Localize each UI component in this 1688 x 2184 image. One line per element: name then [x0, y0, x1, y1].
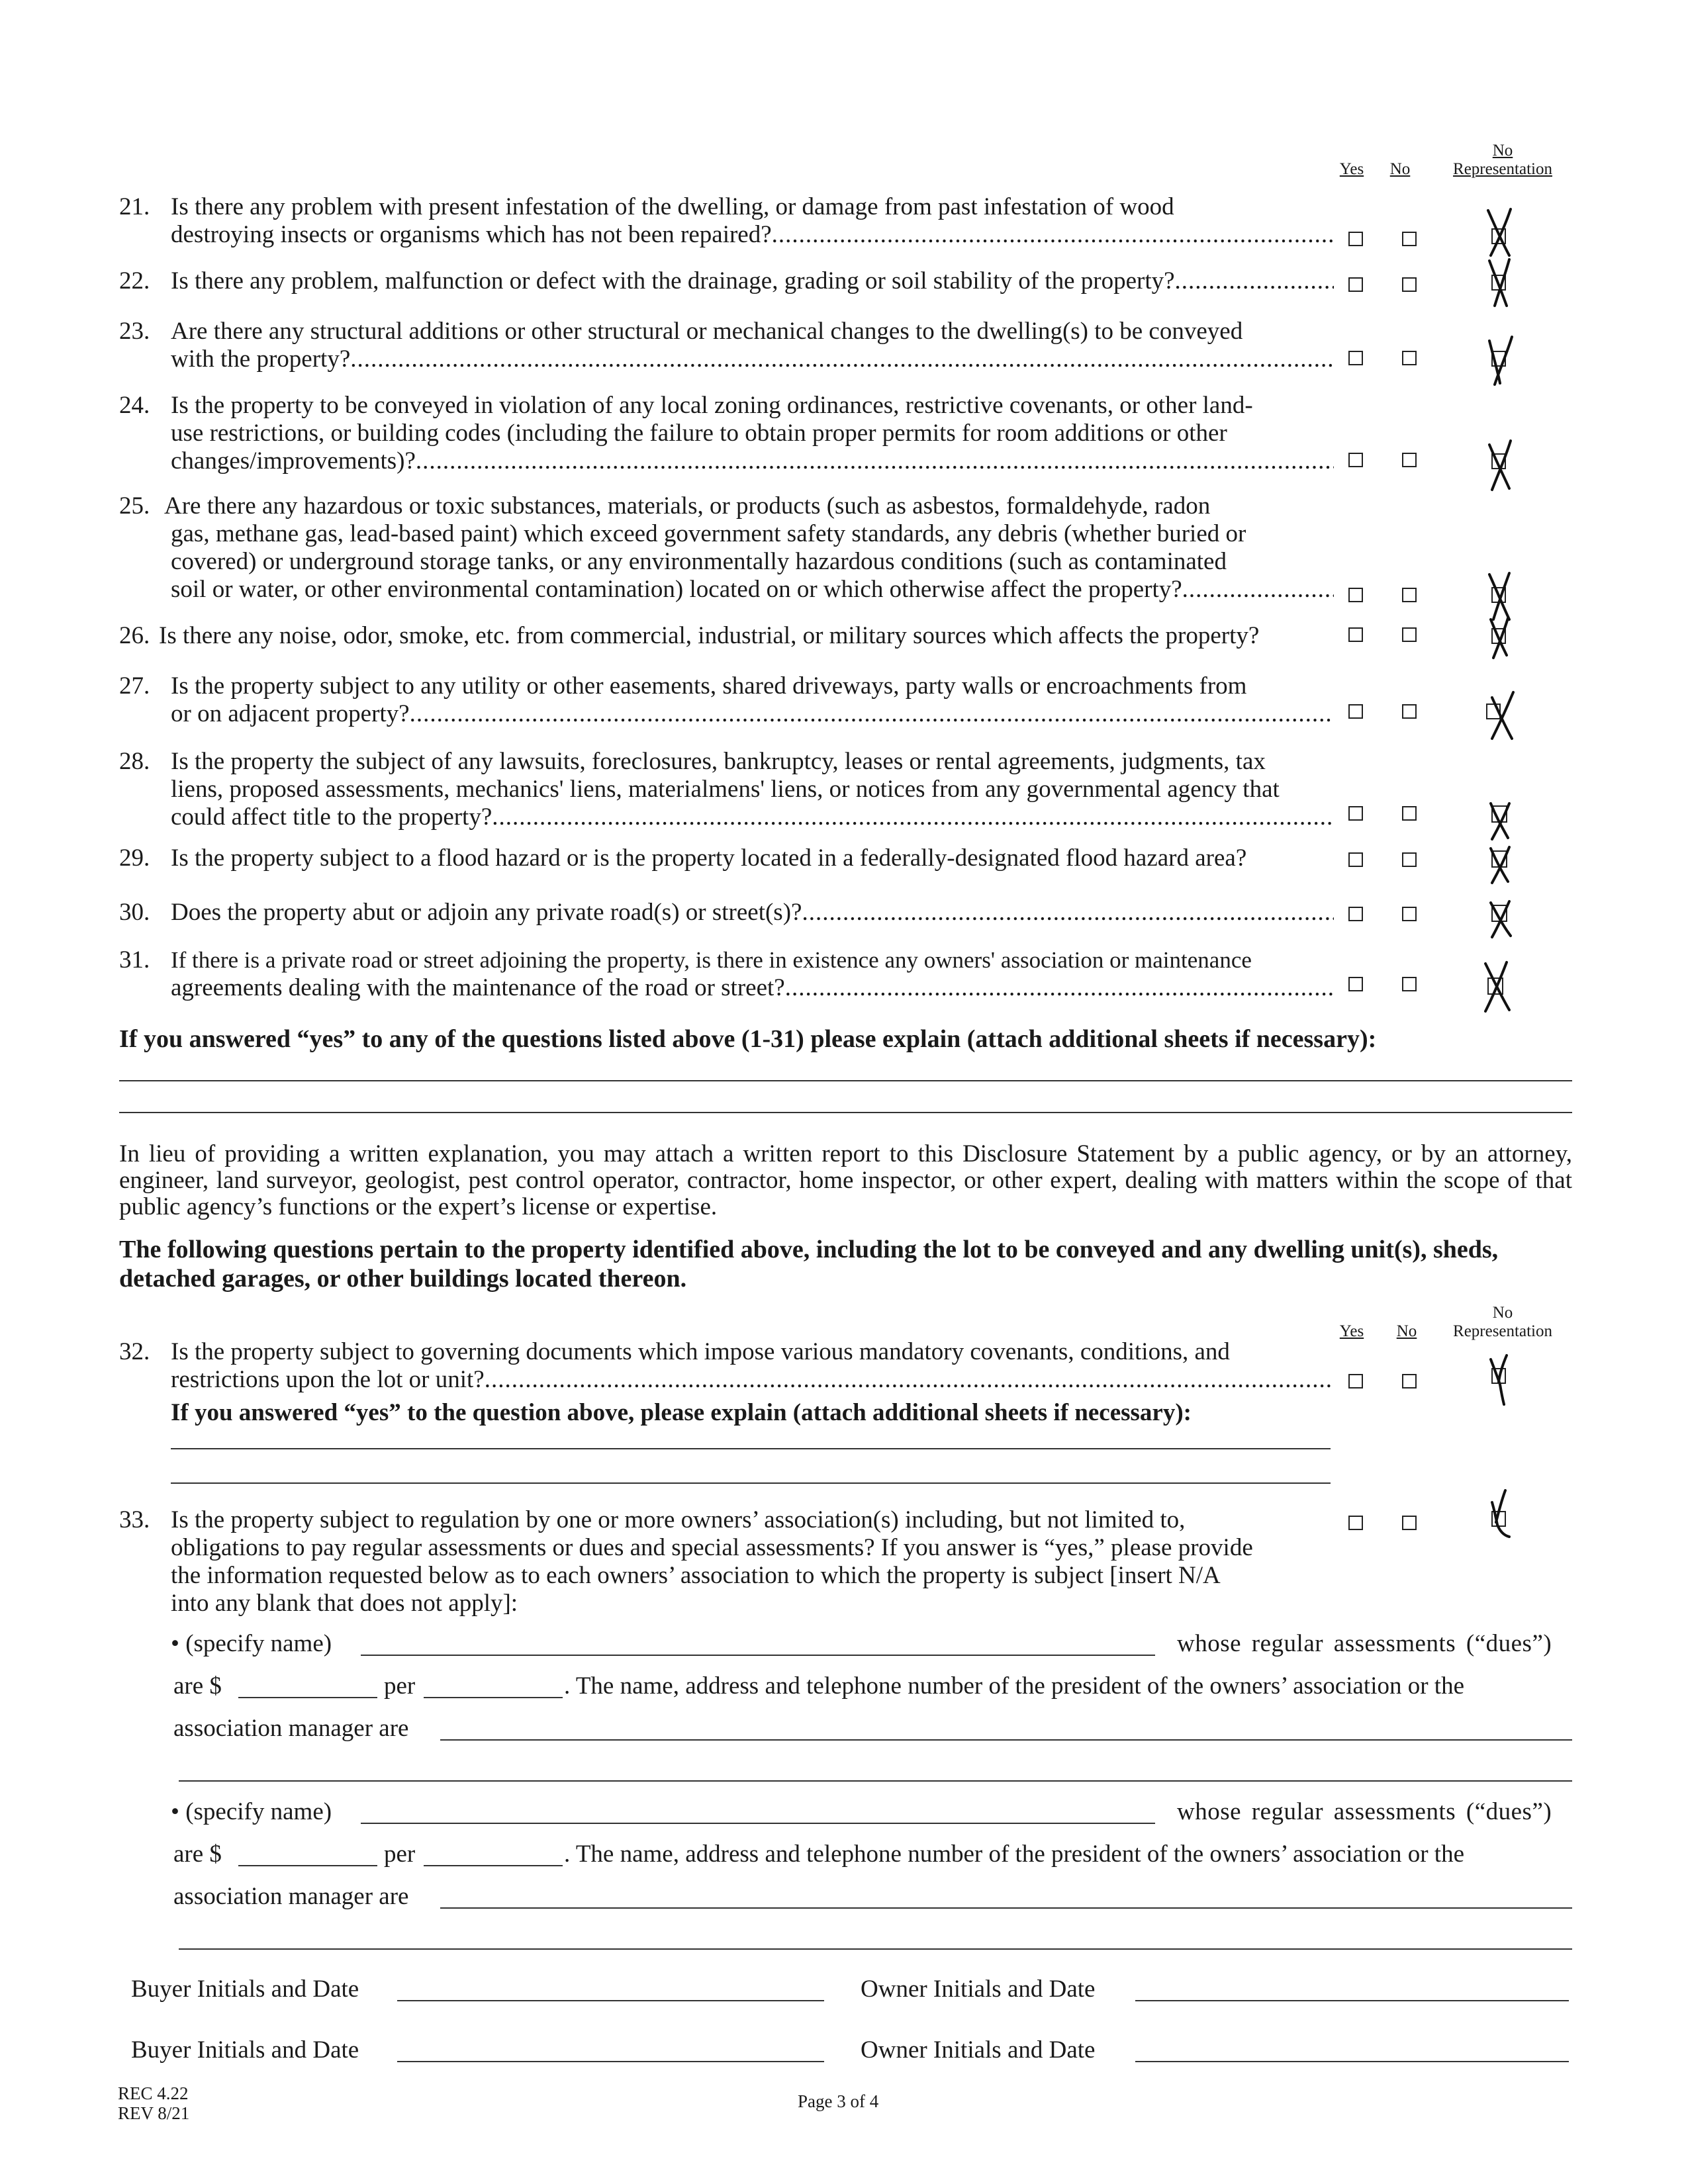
q25-no-representation-x-mark[interactable] — [1480, 569, 1520, 622]
no-header-lower: No — [1492, 1304, 1513, 1322]
q31-no-representation-x-mark[interactable] — [1476, 960, 1516, 1013]
q27-no-representation-x-mark[interactable] — [1480, 688, 1520, 741]
q31-yes-checkbox[interactable] — [1348, 977, 1363, 991]
question-29 — [119, 844, 1334, 872]
question-text-last: restrictions upon the lot or unit? — [171, 1366, 485, 1393]
form-number: REC 4.22 — [118, 2083, 189, 2103]
assoc1-manager-label: association manager are — [173, 1715, 409, 1742]
q29-no-checkbox[interactable] — [1402, 852, 1417, 867]
no-representation-header: Representation — [1453, 160, 1552, 178]
explanation-line[interactable] — [119, 1080, 1572, 1081]
q24-no-representation-x-mark[interactable] — [1480, 439, 1520, 492]
question-text-last: Is there any noise, odor, smoke, etc. from commercial, industrial, or military sources which affects the property? — [159, 622, 1260, 649]
explain-prompt-1-31: If you answered “yes” to any of the questions listed above (1-31) please explain (attach additional sheets if necessary): — [119, 1025, 1377, 1053]
q32-explain-prompt: If you answered “yes” to the question above, please explain (attach additional sheets if necessary): — [171, 1399, 1192, 1426]
assoc2-whose-label: whose regular assessments (“dues”) — [1177, 1798, 1552, 1825]
explanation-line[interactable] — [119, 1112, 1572, 1113]
owner-initials-field-2[interactable] — [1135, 2061, 1569, 2062]
q30-no-checkbox[interactable] — [1402, 907, 1417, 921]
question-32 — [119, 1338, 1334, 1427]
no-representation-header-lower: Representation — [1453, 1322, 1552, 1340]
no-column-header: No — [1389, 160, 1411, 178]
question-number: 28. — [119, 748, 150, 775]
question-text: Is the property subject to any utility or other easements, shared driveways, party walls or encroachments from — [171, 672, 1247, 700]
question-text: If there is a private road or street adjoining the property, is there in existence any owners' association or maintenance — [171, 947, 1252, 973]
assoc2-name-field[interactable] — [361, 1823, 1155, 1824]
question-text: gas, methane gas, lead-based paint) which exceed government safety standards, any debris (whether buried or — [171, 520, 1246, 547]
assoc1-name-address-label: . The name, address and telephone number of the president of the owners’ association or the — [564, 1672, 1465, 1700]
yes-column-header: Yes — [1339, 160, 1364, 178]
q28-no-representation-x-mark[interactable] — [1480, 794, 1520, 847]
q23-no-representation-x-mark[interactable] — [1480, 334, 1520, 387]
question-text: liens, proposed assessments, mechanics' liens, materialmens' liens, or notices from any governmental agency that — [171, 776, 1280, 803]
assoc2-name-address-label: . The name, address and telephone number of the president of the owners’ association or the — [564, 1841, 1465, 1868]
buyer-initials-field-1[interactable] — [397, 2000, 824, 2001]
q26-no-checkbox[interactable] — [1402, 627, 1417, 642]
q32-no-checkbox[interactable] — [1402, 1374, 1417, 1388]
question-text: Are there any structural additions or other structural or mechanical changes to the dwelling(s) to be conveyed — [171, 318, 1243, 345]
question-text: use restrictions, or building codes (including the failure to obtain proper permits for room additions or other — [171, 420, 1227, 447]
q33-yes-checkbox[interactable] — [1348, 1516, 1363, 1530]
assoc1-period-field[interactable] — [424, 1697, 563, 1698]
q31-no-checkbox[interactable] — [1402, 977, 1417, 991]
question-text-last: or on adjacent property? — [171, 700, 410, 727]
q32-yes-checkbox[interactable] — [1348, 1374, 1363, 1388]
q27-no-checkbox[interactable] — [1402, 704, 1417, 719]
question-number: 21. — [119, 193, 150, 220]
assoc1-per-label: per — [384, 1672, 416, 1700]
q29-no-representation-x-mark[interactable] — [1480, 841, 1520, 893]
revision-date: REV 8/21 — [118, 2103, 190, 2123]
q29-yes-checkbox[interactable] — [1348, 852, 1363, 867]
assoc2-specify-label: • (specify name) — [171, 1798, 332, 1825]
q25-no-checkbox[interactable] — [1402, 588, 1417, 602]
question-text-last: Does the property abut or adjoin any private road(s) or street(s)? — [171, 899, 802, 926]
q32-explanation-line[interactable] — [171, 1482, 1331, 1484]
assoc2-period-field[interactable] — [424, 1865, 563, 1866]
q24-yes-checkbox[interactable] — [1348, 453, 1363, 467]
question-text: Is there any problem with present infestation of the dwelling, or damage from past infestation of wood — [171, 193, 1174, 220]
q22-yes-checkbox[interactable] — [1348, 277, 1363, 292]
question-text: Is the property the subject of any lawsuits, foreclosures, bankruptcy, leases or rental agreements, judgments, tax — [171, 748, 1266, 775]
in-lieu-paragraph: In lieu of providing a written explanation, you may attach a written report to this Disclosure Statement by a public agency, or by an attorney, engineer, land surveyor, geologist, pest control operator, contractor, home inspector, or other expert, dealing with matters within the scope of that public agency’s functions or the expert’s license or expertise. — [119, 1140, 1572, 1220]
q33-no-checkbox[interactable] — [1402, 1516, 1417, 1530]
question-text: Is the property to be conveyed in violation of any local zoning ordinances, restrictive covenants, or other land- — [171, 392, 1253, 419]
question-number: 33. — [119, 1506, 150, 1533]
q25-yes-checkbox[interactable] — [1348, 588, 1363, 602]
following-questions-heading: The following questions pertain to the property identified above, including the lot to be conveyed and any dwelling unit(s), sheds, detached garages, or other buildings located thereon. — [119, 1236, 1499, 1293]
question-number: 30. — [119, 899, 150, 926]
assoc2-per-label: per — [384, 1841, 416, 1868]
question-text-last: could affect title to the property? — [171, 803, 492, 831]
q21-yes-checkbox[interactable] — [1348, 232, 1363, 246]
q26-no-representation-x-mark[interactable] — [1480, 615, 1520, 668]
question-text-last: agreements dealing with the maintenance of the road or street? — [171, 974, 785, 1001]
question-number: 22. — [119, 267, 150, 295]
question-number: 23. — [119, 318, 150, 345]
assoc1-whose-label: whose regular assessments (“dues”) — [1177, 1630, 1552, 1657]
q28-no-checkbox[interactable] — [1402, 806, 1417, 821]
owner-initials-label-2: Owner Initials and Date — [861, 2036, 1096, 2064]
q21-no-representation-x-mark[interactable] — [1480, 205, 1520, 258]
question-number: 32. — [119, 1338, 150, 1365]
q23-yes-checkbox[interactable] — [1348, 351, 1363, 365]
question-33 — [119, 1506, 1334, 1617]
question-25 — [119, 492, 1334, 604]
q33-no-representation-x-mark[interactable] — [1480, 1489, 1520, 1542]
question-text-last: Is there any problem, malfunction or defect with the drainage, grading or soil stability of the property? — [171, 267, 1175, 295]
assoc1-manager-field[interactable] — [440, 1739, 1572, 1741]
question-text: obligations to pay regular assessments or dues and special assessments? If you answer is “yes,” please provide — [171, 1534, 1253, 1561]
question-text-last: changes/improvements)? — [171, 447, 416, 475]
assoc2-are-label: are $ — [173, 1841, 222, 1868]
question-text-last: destroying insects or organisms which has not been repaired? — [171, 221, 772, 248]
assoc1-manager-field-2[interactable] — [179, 1780, 1572, 1782]
question-26 — [119, 622, 1334, 650]
buyer-initials-label-2: Buyer Initials and Date — [131, 2036, 359, 2064]
question-30 — [119, 899, 1334, 927]
q26-yes-checkbox[interactable] — [1348, 627, 1363, 642]
q27-yes-checkbox[interactable] — [1348, 704, 1363, 719]
question-text-last: with the property? — [171, 345, 351, 373]
question-31 — [119, 946, 1334, 1002]
question-text: Is the property subject to regulation by one or more owners’ association(s) including, but not limited to, — [171, 1506, 1186, 1533]
q21-no-checkbox[interactable] — [1402, 232, 1417, 246]
q28-yes-checkbox[interactable] — [1348, 806, 1363, 821]
question-number: 24. — [119, 392, 150, 419]
q22-no-representation-x-mark[interactable] — [1480, 257, 1520, 310]
question-text-last: soil or water, or other environmental contamination) located on or which otherwise affect the property? — [171, 576, 1182, 603]
q23-no-checkbox[interactable] — [1402, 351, 1417, 365]
q22-no-checkbox[interactable] — [1402, 277, 1417, 292]
no-column-header-lower: No — [1396, 1322, 1417, 1340]
q24-no-checkbox[interactable] — [1402, 453, 1417, 467]
question-text: the information requested below as to each owners’ association to which the property is subject [insert N/A — [171, 1562, 1221, 1589]
question-24 — [119, 392, 1334, 475]
question-text-last: Is the property subject to a flood hazard or is the property located in a federally-designated flood hazard area? — [171, 844, 1247, 872]
assoc1-specify-label: • (specify name) — [171, 1630, 332, 1657]
q32-explanation-line[interactable] — [171, 1448, 1331, 1449]
yes-column-header-lower: Yes — [1339, 1322, 1364, 1340]
buyer-initials-field-2[interactable] — [397, 2061, 824, 2062]
question-number: 26. — [119, 622, 150, 649]
owner-initials-field-1[interactable] — [1135, 2000, 1569, 2001]
question-23 — [119, 318, 1334, 373]
no-header-top: No — [1492, 142, 1513, 159]
assoc1-amount-field[interactable] — [238, 1697, 377, 1698]
owner-initials-label-1: Owner Initials and Date — [861, 1976, 1096, 2003]
q30-yes-checkbox[interactable] — [1348, 907, 1363, 921]
question-text: covered) or underground storage tanks, or any environmentally hazardous conditions (such as contaminated — [171, 548, 1227, 575]
question-text: Is the property subject to governing documents which impose various mandatory covenants, conditions, and — [171, 1338, 1230, 1365]
question-text: into any blank that does not apply]: — [171, 1590, 518, 1617]
q32-no-representation-x-mark[interactable] — [1480, 1353, 1520, 1406]
question-number: 31. — [119, 946, 150, 974]
question-number: 29. — [119, 844, 150, 872]
question-22 — [119, 267, 1334, 295]
question-27 — [119, 672, 1334, 728]
assoc1-name-field[interactable] — [361, 1655, 1155, 1656]
assoc2-manager-field[interactable] — [440, 1907, 1572, 1909]
q30-no-representation-x-mark[interactable] — [1480, 893, 1520, 946]
question-text: Are there any hazardous or toxic substances, materials, or products (such as asbestos, formaldehyde, radon — [164, 492, 1211, 520]
assoc2-manager-label: association manager are — [173, 1883, 409, 1910]
question-28 — [119, 748, 1334, 831]
assoc2-manager-field-2[interactable] — [179, 1948, 1572, 1950]
question-number: 27. — [119, 672, 150, 700]
page-number: Page 3 of 4 — [798, 2091, 879, 2111]
question-21 — [119, 193, 1334, 249]
question-number: 25. — [119, 492, 150, 520]
buyer-initials-label-1: Buyer Initials and Date — [131, 1976, 359, 2003]
assoc2-amount-field[interactable] — [238, 1865, 377, 1866]
assoc1-are-label: are $ — [173, 1672, 222, 1700]
